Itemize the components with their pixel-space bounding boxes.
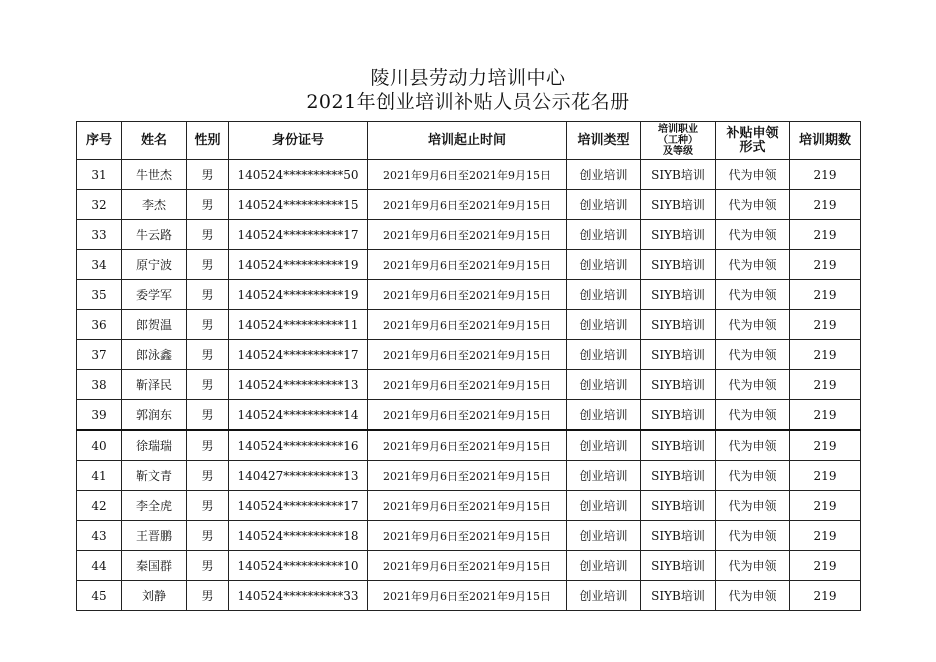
header-subsidy-claim <box>716 122 790 160</box>
cell-training-job: SIYB培训 <box>641 280 716 310</box>
cell-id-number: 140427**********13 <box>229 461 368 491</box>
cell-name: 原宁波 <box>122 250 187 280</box>
table-row <box>77 280 861 310</box>
header-job-line-1: 培训职业 <box>658 124 698 135</box>
table-row <box>77 220 861 250</box>
cell-batch: 219 <box>790 280 861 310</box>
cell-training-period: 2021年9月6日至2021年9月15日 <box>368 491 567 521</box>
cell-name: 牛云路 <box>122 220 187 250</box>
cell-training-job: SIYB培训 <box>641 190 716 220</box>
cell-subsidy-claim: 代为申领 <box>716 280 790 310</box>
cell-gender: 男 <box>187 400 229 431</box>
header-training-type: 培训类型 <box>567 122 641 160</box>
cell-training-type: 创业培训 <box>567 491 641 521</box>
cell-subsidy-claim: 代为申领 <box>716 310 790 340</box>
cell-subsidy-claim: 代为申领 <box>716 220 790 250</box>
cell-gender: 男 <box>187 370 229 400</box>
cell-training-job: SIYB培训 <box>641 491 716 521</box>
header-claim-line-1: 补贴申领 <box>726 125 779 141</box>
cell-name: 委学军 <box>122 280 187 310</box>
cell-subsidy-claim: 代为申领 <box>716 400 790 431</box>
cell-id-number: 140524**********14 <box>229 400 368 431</box>
table-row <box>77 491 861 521</box>
table-body <box>77 160 861 611</box>
cell-name: 靳泽民 <box>122 370 187 400</box>
cell-seq: 43 <box>77 521 122 551</box>
cell-id-number: 140524**********50 <box>229 160 368 190</box>
cell-batch: 219 <box>790 430 861 461</box>
table-row <box>77 250 861 280</box>
header-job-line-3: 及等级 <box>663 146 693 157</box>
cell-seq: 34 <box>77 250 122 280</box>
cell-id-number: 140524**********15 <box>229 190 368 220</box>
cell-training-type: 创业培训 <box>567 310 641 340</box>
cell-training-job: SIYB培训 <box>641 370 716 400</box>
cell-id-number: 140524**********19 <box>229 250 368 280</box>
cell-seq: 31 <box>77 160 122 190</box>
cell-training-period: 2021年9月6日至2021年9月15日 <box>368 581 567 611</box>
cell-seq: 33 <box>77 220 122 250</box>
cell-gender: 男 <box>187 581 229 611</box>
table-row <box>77 521 861 551</box>
cell-subsidy-claim: 代为申领 <box>716 370 790 400</box>
cell-batch: 219 <box>790 461 861 491</box>
cell-id-number: 140524**********11 <box>229 310 368 340</box>
cell-training-type: 创业培训 <box>567 340 641 370</box>
cell-gender: 男 <box>187 430 229 461</box>
cell-gender: 男 <box>187 220 229 250</box>
cell-training-period: 2021年9月6日至2021年9月15日 <box>368 521 567 551</box>
cell-training-type: 创业培训 <box>567 370 641 400</box>
cell-seq: 32 <box>77 190 122 220</box>
cell-training-type: 创业培训 <box>567 581 641 611</box>
cell-gender: 男 <box>187 551 229 581</box>
table-row <box>77 551 861 581</box>
cell-batch: 219 <box>790 160 861 190</box>
header-job-line-2: （工种） <box>658 135 698 146</box>
cell-batch: 219 <box>790 491 861 521</box>
cell-training-type: 创业培训 <box>567 430 641 461</box>
cell-batch: 219 <box>790 400 861 431</box>
cell-id-number: 140524**********17 <box>229 340 368 370</box>
cell-batch: 219 <box>790 521 861 551</box>
cell-seq: 35 <box>77 280 122 310</box>
cell-training-job: SIYB培训 <box>641 461 716 491</box>
cell-name: 李全虎 <box>122 491 187 521</box>
cell-seq: 44 <box>77 551 122 581</box>
title-line-1: 陵川县劳动力培训中心 <box>370 67 566 89</box>
cell-training-period: 2021年9月6日至2021年9月15日 <box>368 250 567 280</box>
cell-name: 刘静 <box>122 581 187 611</box>
header-gender: 性别 <box>187 122 229 160</box>
cell-training-job: SIYB培训 <box>641 521 716 551</box>
cell-training-type: 创业培训 <box>567 521 641 551</box>
cell-gender: 男 <box>187 340 229 370</box>
cell-batch: 219 <box>790 370 861 400</box>
cell-gender: 男 <box>187 160 229 190</box>
cell-id-number: 140524**********17 <box>229 491 368 521</box>
cell-name: 郎泳鑫 <box>122 340 187 370</box>
cell-training-period: 2021年9月6日至2021年9月15日 <box>368 461 567 491</box>
table-row <box>77 400 861 431</box>
roster-table <box>76 121 861 611</box>
cell-subsidy-claim: 代为申领 <box>716 160 790 190</box>
table-row <box>77 430 861 461</box>
table-row <box>77 461 861 491</box>
cell-training-period: 2021年9月6日至2021年9月15日 <box>368 190 567 220</box>
cell-name: 秦国群 <box>122 551 187 581</box>
cell-subsidy-claim: 代为申领 <box>716 521 790 551</box>
cell-id-number: 140524**********17 <box>229 220 368 250</box>
header-name: 姓名 <box>122 122 187 160</box>
cell-name: 靳文青 <box>122 461 187 491</box>
cell-batch: 219 <box>790 551 861 581</box>
cell-training-job: SIYB培训 <box>641 581 716 611</box>
cell-subsidy-claim: 代为申领 <box>716 340 790 370</box>
cell-training-period: 2021年9月6日至2021年9月15日 <box>368 280 567 310</box>
cell-training-job: SIYB培训 <box>641 250 716 280</box>
cell-training-period: 2021年9月6日至2021年9月15日 <box>368 160 567 190</box>
cell-batch: 219 <box>790 190 861 220</box>
cell-id-number: 140524**********33 <box>229 581 368 611</box>
cell-batch: 219 <box>790 581 861 611</box>
header-seq: 序号 <box>77 122 122 160</box>
cell-training-period: 2021年9月6日至2021年9月15日 <box>368 400 567 431</box>
cell-training-period: 2021年9月6日至2021年9月15日 <box>368 551 567 581</box>
document-title <box>0 66 936 114</box>
cell-training-job: SIYB培训 <box>641 340 716 370</box>
table-row <box>77 310 861 340</box>
table-row <box>77 160 861 190</box>
header-id-number: 身份证号 <box>229 122 368 160</box>
cell-seq: 40 <box>77 430 122 461</box>
table-header-row <box>77 122 861 160</box>
cell-id-number: 140524**********18 <box>229 521 368 551</box>
table-row <box>77 190 861 220</box>
cell-seq: 41 <box>77 461 122 491</box>
cell-gender: 男 <box>187 310 229 340</box>
header-batch: 培训期数 <box>790 122 861 160</box>
cell-name: 郭润东 <box>122 400 187 431</box>
header-training-job <box>641 122 716 160</box>
cell-training-type: 创业培训 <box>567 551 641 581</box>
cell-training-type: 创业培训 <box>567 190 641 220</box>
header-claim-line-2: 形式 <box>739 139 766 155</box>
cell-batch: 219 <box>790 310 861 340</box>
table-row <box>77 340 861 370</box>
cell-training-type: 创业培训 <box>567 160 641 190</box>
cell-training-job: SIYB培训 <box>641 551 716 581</box>
cell-name: 郎贺温 <box>122 310 187 340</box>
cell-seq: 38 <box>77 370 122 400</box>
cell-seq: 42 <box>77 491 122 521</box>
cell-id-number: 140524**********10 <box>229 551 368 581</box>
cell-subsidy-claim: 代为申领 <box>716 461 790 491</box>
cell-subsidy-claim: 代为申领 <box>716 491 790 521</box>
cell-training-period: 2021年9月6日至2021年9月15日 <box>368 340 567 370</box>
cell-gender: 男 <box>187 190 229 220</box>
cell-gender: 男 <box>187 250 229 280</box>
cell-subsidy-claim: 代为申领 <box>716 581 790 611</box>
cell-training-type: 创业培训 <box>567 250 641 280</box>
cell-training-job: SIYB培训 <box>641 430 716 461</box>
cell-training-type: 创业培训 <box>567 280 641 310</box>
cell-subsidy-claim: 代为申领 <box>716 430 790 461</box>
cell-seq: 37 <box>77 340 122 370</box>
cell-training-type: 创业培训 <box>567 400 641 431</box>
cell-training-period: 2021年9月6日至2021年9月15日 <box>368 310 567 340</box>
cell-training-job: SIYB培训 <box>641 220 716 250</box>
cell-batch: 219 <box>790 220 861 250</box>
header-training-period: 培训起止时间 <box>368 122 567 160</box>
cell-training-period: 2021年9月6日至2021年9月15日 <box>368 220 567 250</box>
cell-name: 李杰 <box>122 190 187 220</box>
cell-batch: 219 <box>790 250 861 280</box>
cell-training-period: 2021年9月6日至2021年9月15日 <box>368 370 567 400</box>
cell-subsidy-claim: 代为申领 <box>716 551 790 581</box>
cell-seq: 45 <box>77 581 122 611</box>
cell-id-number: 140524**********19 <box>229 280 368 310</box>
cell-training-type: 创业培训 <box>567 220 641 250</box>
cell-name: 王晋鹏 <box>122 521 187 551</box>
table-row <box>77 581 861 611</box>
cell-gender: 男 <box>187 491 229 521</box>
cell-name: 牛世杰 <box>122 160 187 190</box>
cell-training-job: SIYB培训 <box>641 160 716 190</box>
cell-seq: 36 <box>77 310 122 340</box>
cell-seq: 39 <box>77 400 122 431</box>
cell-id-number: 140524**********13 <box>229 370 368 400</box>
cell-gender: 男 <box>187 521 229 551</box>
cell-training-period: 2021年9月6日至2021年9月15日 <box>368 430 567 461</box>
cell-gender: 男 <box>187 280 229 310</box>
cell-training-job: SIYB培训 <box>641 400 716 431</box>
cell-name: 徐瑞瑞 <box>122 430 187 461</box>
cell-subsidy-claim: 代为申领 <box>716 190 790 220</box>
table-row <box>77 370 861 400</box>
title-line-2: 2021年创业培训补贴人员公示花名册 <box>306 91 630 113</box>
cell-training-type: 创业培训 <box>567 461 641 491</box>
cell-batch: 219 <box>790 340 861 370</box>
cell-subsidy-claim: 代为申领 <box>716 250 790 280</box>
cell-gender: 男 <box>187 461 229 491</box>
cell-id-number: 140524**********16 <box>229 430 368 461</box>
cell-training-job: SIYB培训 <box>641 310 716 340</box>
